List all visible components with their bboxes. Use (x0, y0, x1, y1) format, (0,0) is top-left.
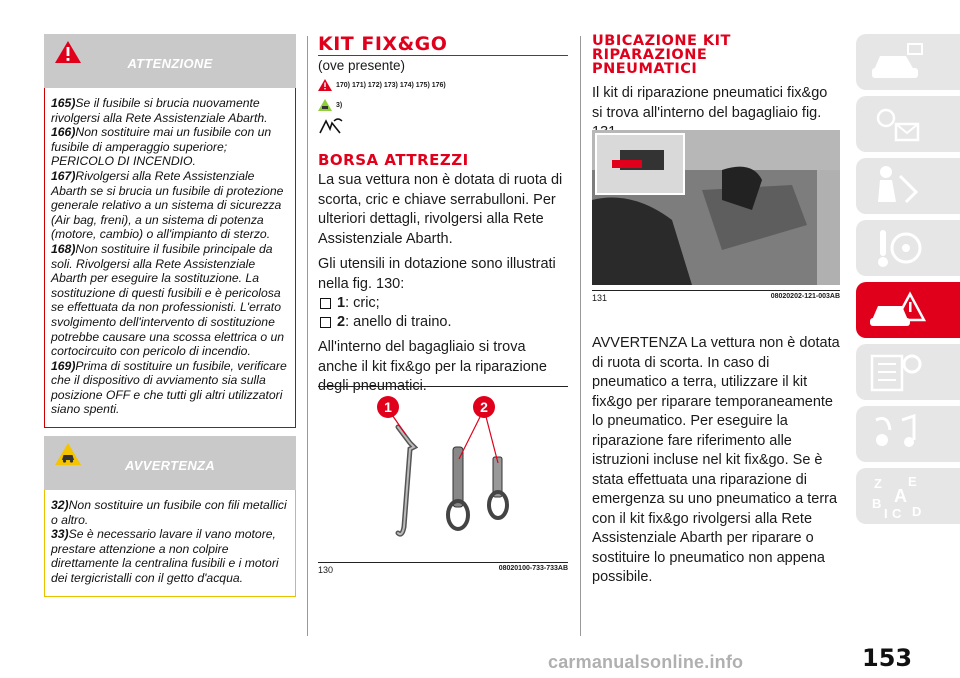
trunk-photo (592, 130, 840, 285)
figure-130 (318, 386, 568, 575)
tab-starting-driving[interactable] (856, 220, 960, 276)
borsa-para-2: Gli utensili in dotazione sono illustrati nella fig. 130: (318, 256, 556, 292)
figure-131 (592, 130, 840, 303)
tab-emergency[interactable] (856, 282, 960, 338)
steering-key-icon (866, 224, 926, 272)
checkbox-bullet-icon (320, 298, 331, 309)
kit-title: KIT FIX&GO (318, 34, 568, 56)
borsa-para-1: La sua vettura non è dotata di ruota di scorta, cric e chiave serrabulloni. Per ulteriori dettagli, rivolgersi alla Rete Assistenziale Abarth. (318, 172, 563, 247)
avvertenza-title: AVVERTENZA (125, 458, 215, 474)
environment-icon (318, 117, 568, 140)
column-divider (307, 36, 308, 636)
tab-warning-lights[interactable] (856, 96, 960, 152)
svg-text:Z: Z (874, 476, 882, 491)
maintenance-icon (866, 348, 926, 396)
ubicazione-column (592, 34, 840, 143)
tab-index[interactable] (856, 468, 960, 524)
figure-code: 08020100-733-733AB (498, 565, 568, 572)
kit-subtitle: (ove presente) (318, 58, 406, 73)
avvertenza-body (44, 490, 296, 597)
avvertenza-box (44, 436, 296, 597)
warning-item: 169)Prima di sostituire un fusibile, verificare che il dispositivo di avviamento sia sulla posizione OFF e che tutti gli altri utilizzatori siano spenti. (51, 358, 287, 417)
attenzione-header (44, 34, 296, 88)
figure-130-caption (318, 562, 568, 575)
notice-item: 33)Se è necessario lavare il vano motore, prestare attenzione a non colpire direttamente la centralina fusibili e i motori dei tergicristalli con il getto d'acqua. (51, 527, 279, 586)
ubicazione-title-line: PNEUMATICI (592, 61, 698, 77)
warning-item: 166)Non sostituire mai un fusibile con un fusibile di amperaggio superiore; PERICOLO DI INCENDIO. (51, 125, 272, 169)
chapter-tabs (856, 34, 960, 530)
index-icon (866, 472, 926, 520)
list-item: 1 : cric; (318, 294, 568, 313)
checkbox-bullet-icon (320, 317, 331, 328)
multimedia-icon (866, 410, 926, 458)
ubicazione-para: Il kit di riparazione pneumatici fix&go si trova all'interno del bagagliaio fig. (592, 85, 828, 121)
ubicazione-title-line: RIPARAZIONE (592, 47, 708, 63)
notice-refs: 3) (318, 99, 568, 111)
tab-multimedia[interactable] (856, 406, 960, 462)
tab-safety[interactable] (856, 158, 960, 214)
warning-item: 165)Se il fusibile si brucia nuovamente rivolgersi alla Rete Assistenziale Abarth. (51, 96, 268, 125)
warning-item: 167)Rivolgersi alla Rete Assistenziale Abarth se si brucia un fusibile di protezione generale relativo a un sistema di sicurezza (Air bag, freni), a un sistema di potenza (motore, cambio) o all'impianto di sterzo. (51, 168, 284, 242)
warning-item: 168)Non sostituire il fusibile principale da soli. Rivolgersi alla Rete Assistenziale Abarth per eseguire la sostituzione. La sostituzione di questi fusibili e è pericolosa se effettuata da non professionisti. L'errato svolgimento dell'intervento di sostituzione potrebbe causare una scossa elettrica o un cortocircuito con pericolo di incendio. (51, 241, 285, 359)
avvertenza-header (44, 436, 296, 490)
tab-maintenance[interactable] (856, 344, 960, 400)
car-notice-icon (318, 99, 332, 111)
warning-triangle-icon (318, 79, 332, 91)
avvertenza-paragraph: AVVERTENZA La vettura non è dotata di ruota di scorta. In caso di pneumatico a terra, utilizzare il kit fix&go per riparare temporaneamente lo pneumatico. Per eseguire la riparazione fare riferimento alle istruzioni incluse nel kit fix&go. Se è stata effettuata una riparazione di emergenza su uno pneumatico a terra con il kit fix&go rivolgersi alla Rete Assistenziale Abarth per riparare o sostituire lo pneumatico non appena possibile. (592, 335, 840, 585)
warning-lights-icon (866, 100, 926, 148)
emergency-icon (866, 286, 926, 334)
page-number: 153 (862, 644, 913, 672)
figure-code: 08020202-121-003AB (770, 293, 840, 300)
borsa-para-3: All'interno del bagagliaio si trova anche il kit fix&go per la riparazione degli pneumatici. (318, 339, 547, 394)
tools-illustration (318, 387, 568, 557)
warnings-column (44, 34, 296, 597)
figure-number: 130 (318, 565, 334, 575)
figure-number: 131 (592, 293, 608, 303)
ubicazione-title-line: UBICAZIONE KIT (592, 33, 731, 49)
figure-131-caption (592, 290, 840, 303)
svg-text:C: C (892, 506, 902, 520)
watermark: carmanualsonline.info (548, 652, 744, 672)
callout-1: 1 (384, 399, 392, 415)
notice-item: 32)Non sostituire un fusibile con fili metallici o altro. (51, 498, 287, 527)
callout-2: 2 (480, 399, 488, 415)
warning-refs: 170) 171) 172) 173) 174) 175) 176) (318, 79, 568, 91)
borsa-title: BORSA ATTREZZI (318, 151, 469, 169)
car-dashboard-icon (866, 38, 926, 86)
svg-text:B: B (872, 496, 882, 511)
kit-column (318, 34, 568, 397)
svg-text:E: E (908, 474, 917, 489)
svg-text:I: I (884, 506, 888, 520)
svg-text:D: D (912, 504, 922, 519)
list-item: 2 : anello di traino. (318, 313, 568, 332)
svg-text:A: A (894, 486, 907, 506)
tab-dashboard[interactable] (856, 34, 960, 90)
safety-seat-icon (866, 162, 926, 210)
attenzione-body (44, 88, 296, 428)
attenzione-title: ATTENZIONE (127, 56, 213, 71)
column-divider (580, 36, 581, 636)
